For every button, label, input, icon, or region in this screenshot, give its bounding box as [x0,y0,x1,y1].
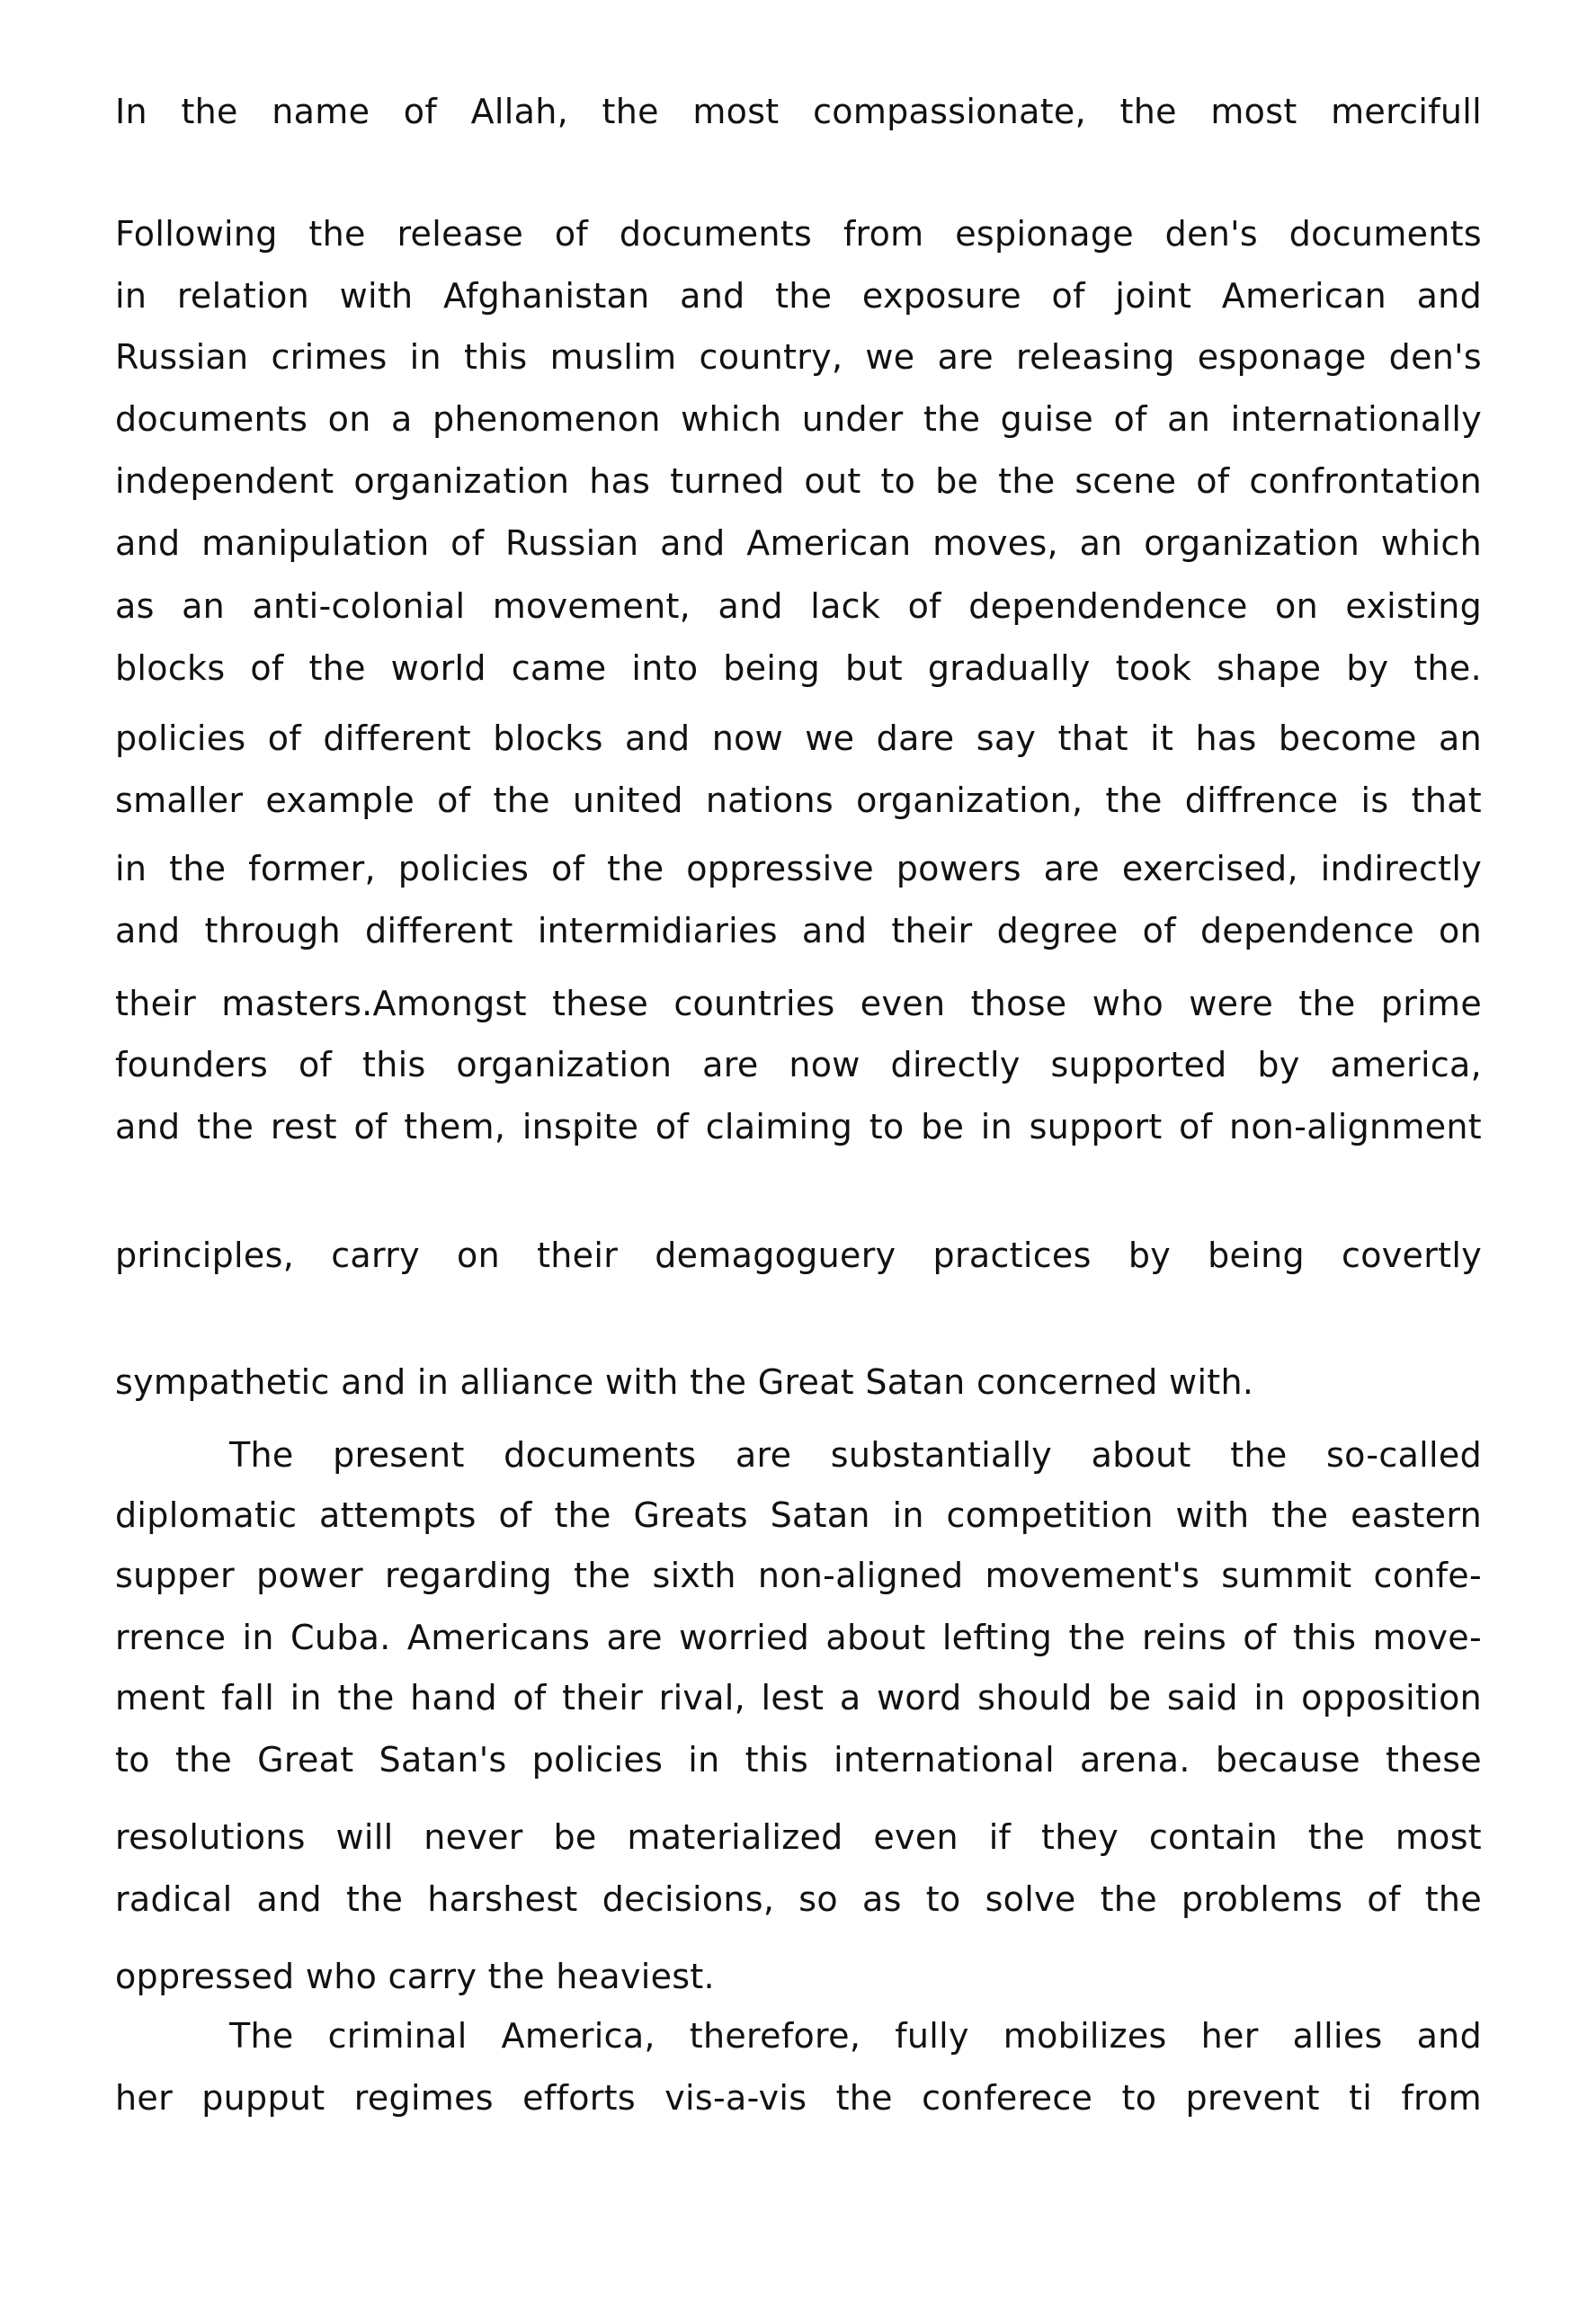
paragraph-line: diplomatic attempts of the Greats Satan in competition with the eastern [115,1495,1482,1535]
paragraph-line: in the former, policies of the oppressive powers are exercised, indirectly [115,849,1482,888]
paragraph-line: their masters.Amongst these countries even those who were the prime [115,984,1482,1023]
paragraph-line: and through different intermidiaries and their degree of dependence on [115,911,1482,950]
paragraph-line: Russian crimes in this muslim country, we are releasing esponage den's [115,337,1482,377]
paragraph-line: to the Great Satan's policies in this international arena. because these [115,1740,1482,1780]
paragraph-line: and manipulation of Russian and American moves, an organization which [115,523,1482,563]
paragraph-line: The criminal America, therefore, fully mobilizes her allies and [229,2016,1482,2056]
paragraph-line: as an anti-colonial movement, and lack of dependendence on existing [115,586,1482,626]
paragraph-line: sympathetic and in alliance with the Great Satan concerned with. [115,1362,1254,1402]
paragraph-line: radical and the harshest decisions, so as to solve the problems of the [115,1879,1482,1919]
paragraph-line: in relation with Afghanistan and the exposure of joint American and [115,276,1482,316]
paragraph-line: rrence in Cuba. Americans are worried about lefting the reins of this move- [115,1618,1482,1657]
paragraph-line: The present documents are substantially about the so-called [229,1435,1482,1475]
paragraph-line: her pupput regimes efforts vis-a-vis the conferece to prevent ti from [115,2078,1482,2118]
paragraph-line: oppressed who carry the heaviest. [115,1957,715,1996]
paragraph-line: blocks of the world came into being but gradually took shape by the. [115,648,1482,688]
paragraph-line: Following the release of documents from espionage den's documents [115,214,1482,254]
paragraph-line: principles, carry on their demagoguery practices by being covertly [115,1236,1482,1275]
paragraph-line: smaller example of the united nations organization, the diffrence is that [115,781,1482,820]
paragraph-line: supper power regarding the sixth non-aligned movement's summit confe- [115,1556,1482,1595]
document-heading: In the name of Allah, the most compassionate, the most mercifull [115,92,1482,131]
paragraph-line: ment fall in the hand of their rival, lest a word should be said in opposition [115,1678,1482,1718]
paragraph-line: policies of different blocks and now we dare say that it has become an [115,718,1482,758]
paragraph-line: documents on a phenomenon which under the guise of an internationally [115,399,1482,439]
paragraph-line: resolutions will never be materialized even if they contain the most [115,1817,1482,1857]
paragraph-line: founders of this organization are now directly supported by america, [115,1045,1482,1084]
paragraph-line: independent organization has turned out to be the scene of confrontation [115,461,1482,501]
paragraph-line: and the rest of them, inspite of claiming to be in support of non-alignment [115,1107,1482,1147]
